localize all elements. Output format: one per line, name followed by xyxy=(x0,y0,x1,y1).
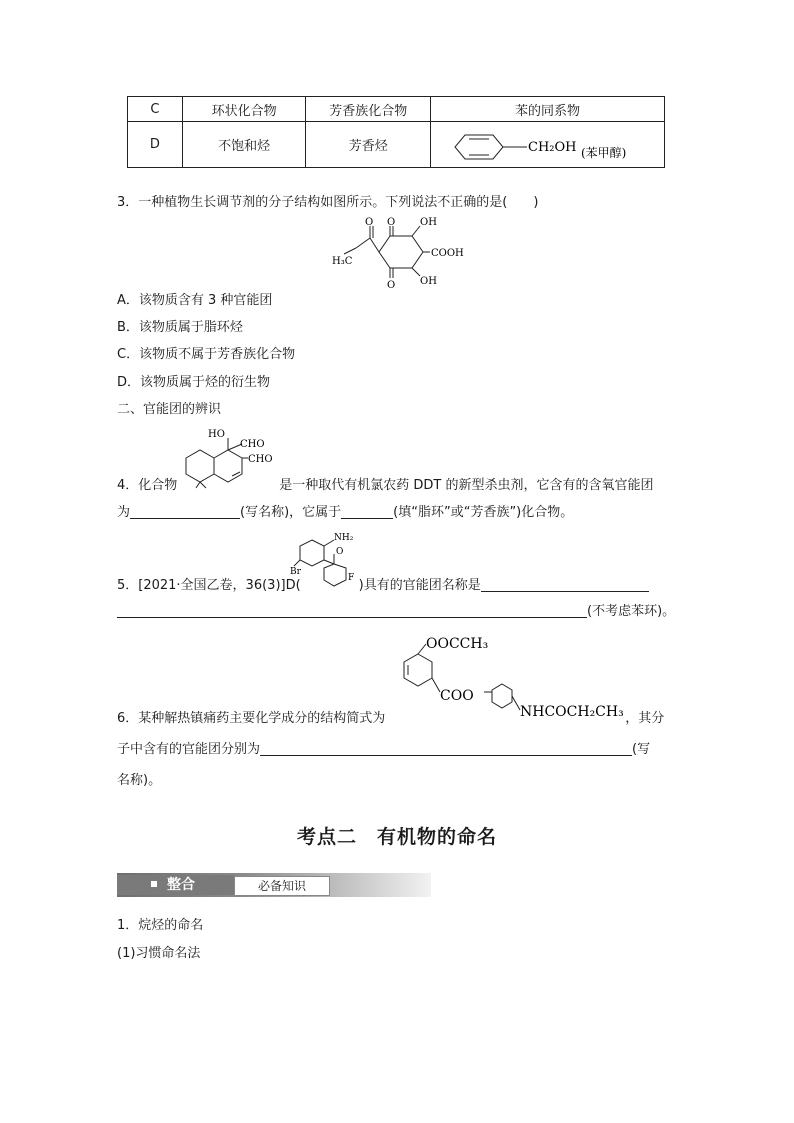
q4-line2 xyxy=(117,504,573,522)
q3-o-label: O xyxy=(365,217,374,228)
q4-line2c: (填“脂环”或“芳香族”)化合物。 xyxy=(393,505,574,520)
q4-cho-label: CHO xyxy=(248,454,273,465)
q3-oh-label: OH xyxy=(420,276,437,287)
q4-line1 xyxy=(117,477,654,495)
table-row xyxy=(128,122,665,168)
table-cell: 环状化合物 xyxy=(182,97,306,122)
page-title: 考点二 有机物的命名 xyxy=(296,826,497,848)
q5-br-label: Br xyxy=(290,567,301,577)
q4-cho-label: CHO xyxy=(240,439,265,450)
q3-option-b: B．该物质属于脂环烃 xyxy=(117,320,243,335)
subheading-1: 1．烷烃的命名 xyxy=(117,918,204,933)
benzyl-alcohol-structure xyxy=(431,123,663,167)
answer-blank[interactable] xyxy=(117,603,587,618)
answer-blank[interactable] xyxy=(130,504,240,519)
table-cell: D xyxy=(128,122,183,168)
benzyl-alcohol-note: (苯甲醇) xyxy=(580,145,627,160)
q6-structure xyxy=(396,632,646,722)
q5-tail: (不考虑苯环)。 xyxy=(587,604,676,619)
q3-option-d: D．该物质属于烃的衍生物 xyxy=(117,375,271,390)
q4-mid: 是一种取代有机氯农药 DDT 的新型杀虫剂，它含有的含氧官能团 xyxy=(279,478,654,493)
section-heading: 二、官能团的辨识 xyxy=(117,402,222,417)
q4-ho-label: HO xyxy=(208,429,225,440)
answer-blank[interactable] xyxy=(260,741,632,756)
q3-h3c-label: H₃C xyxy=(332,256,353,267)
q5-f-label: F xyxy=(348,573,355,583)
table-cell: 不饱和烃 xyxy=(182,122,306,168)
q3-o-label: O xyxy=(387,217,396,228)
q3-oh-label: OH xyxy=(420,217,437,228)
square-icon xyxy=(151,881,157,887)
banner-light-label: 必备知识 xyxy=(234,876,330,896)
table-cell: 苯的同系物 xyxy=(430,97,664,122)
benzyl-alcohol-cell xyxy=(430,122,664,168)
banner-dark-label xyxy=(117,875,234,895)
q3-o-label: O xyxy=(387,280,396,290)
answer-blank[interactable] xyxy=(481,577,649,592)
section-banner xyxy=(117,873,431,897)
q6-line1 xyxy=(117,710,664,728)
q3-option-a: A．该物质含有 3 种官能团 xyxy=(117,293,273,308)
table-cell: 芳香族化合物 xyxy=(306,97,431,122)
q5-nh2-label: NH₂ xyxy=(334,533,354,543)
classification-table xyxy=(127,96,665,168)
subheading-2: (1)习惯命名法 xyxy=(117,946,201,961)
q5-line1 xyxy=(117,577,649,595)
q4-prefix: 4．化合物 xyxy=(117,478,178,493)
q3-cooh-label: COOH xyxy=(431,248,464,259)
q6-line2 xyxy=(117,741,650,759)
q6-suffix: ，其分 xyxy=(625,711,665,726)
q3-stem: 3．一种植物生长调节剂的分子结构如图所示。下列说法不正确的是( ) xyxy=(117,195,539,210)
q5-line2 xyxy=(117,603,675,621)
q4-line2b: (写名称)，它属于 xyxy=(240,505,342,520)
q5-o-label: O xyxy=(336,547,344,557)
q6-line2-text: 子中含有的官能团分别为 xyxy=(117,742,261,757)
q3-option-c: C．该物质不属于芳香族化合物 xyxy=(117,347,296,362)
q6-coo-label: COO xyxy=(440,688,474,704)
q6-ester-label: OOCCH₃ xyxy=(426,636,489,652)
table-cell: 芳香烃 xyxy=(306,122,431,168)
banner-dark-text: 整合 xyxy=(167,877,195,893)
table-cell: C xyxy=(128,97,183,122)
q4-line2a: 为 xyxy=(117,505,131,520)
q5-suffix: )具有的官能团名称是 xyxy=(358,578,481,593)
table-row xyxy=(128,97,665,122)
q6-line3: 名称)。 xyxy=(117,773,162,788)
q6-prefix: 6．某种解热镇痛药主要化学成分的结构简式为 xyxy=(117,711,386,726)
q5-prefix: 5．[2021·全国乙卷，36(3)]D( xyxy=(117,578,301,593)
ch2oh-label: CH₂OH xyxy=(527,139,577,155)
q6-amide-label: NHCOCH₂CH₃ xyxy=(520,704,624,720)
q3-structure xyxy=(330,214,470,290)
q6-line2-end: (写 xyxy=(632,742,651,757)
answer-blank[interactable] xyxy=(341,504,393,519)
